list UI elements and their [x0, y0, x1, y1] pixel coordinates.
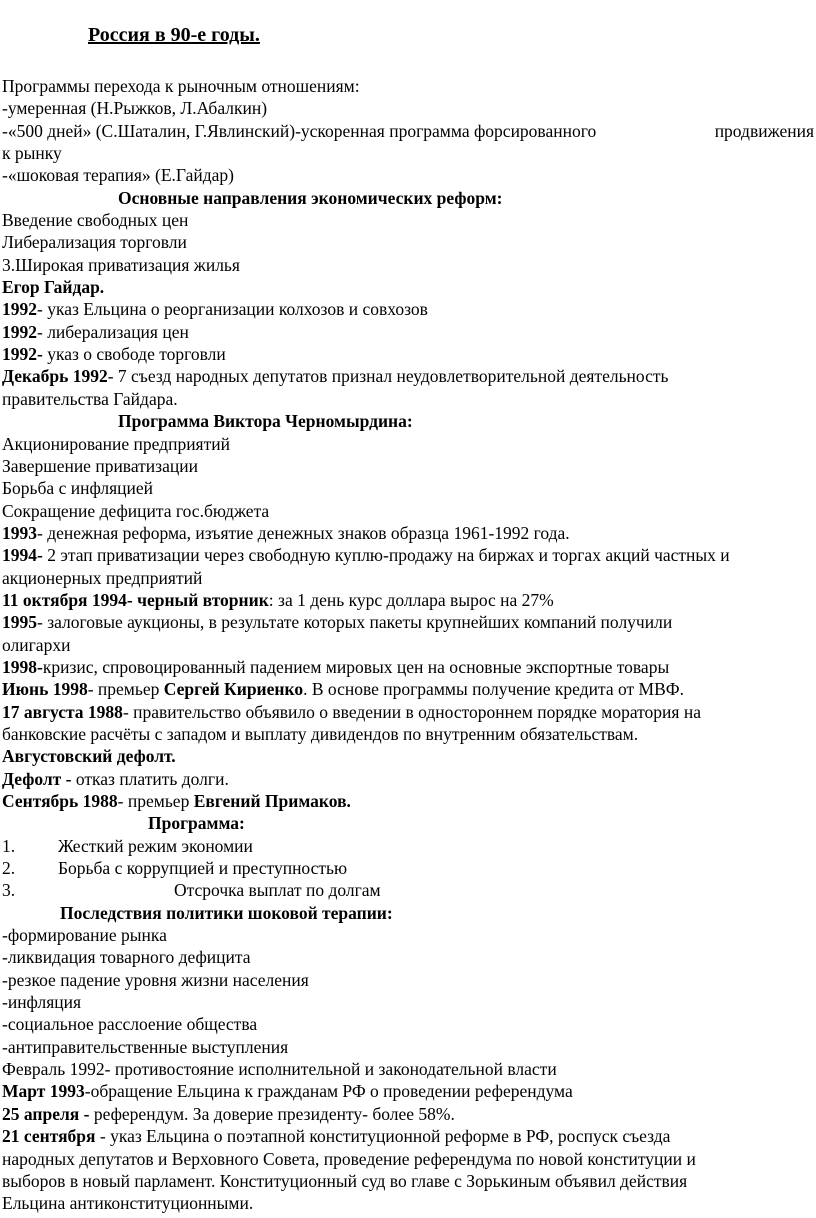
text-span: - правительство объявило о введении в одностороннем порядке моратория на — [122, 701, 701, 722]
text-line: -инфляция — [2, 992, 82, 1013]
text-line — [2, 1103, 814, 1125]
text-line: Акционирование предприятий — [2, 433, 230, 454]
text-span: отказ платить долги. — [75, 768, 229, 789]
text-line: Августовский дефолт. — [2, 746, 176, 767]
text-line — [2, 701, 814, 723]
date-span: 17 августа 1988 — [2, 701, 123, 722]
text-line — [2, 298, 814, 320]
text-line — [2, 589, 814, 611]
list-text: Жесткий режим экономии — [58, 835, 253, 856]
date-span: 1994- — [2, 545, 43, 566]
date-span: 1995 — [2, 612, 37, 633]
text-line — [2, 544, 814, 566]
date-span: 1992 — [2, 321, 37, 342]
text-line — [2, 768, 814, 790]
date-span: Сентябрь 1988 — [2, 791, 118, 811]
text-line: к рынку — [2, 143, 62, 164]
text-span: - премьер — [87, 679, 164, 700]
list-text: Борьба с коррупцией и преступностью — [58, 858, 348, 879]
text-line: -«шоковая терапия» (Е.Гайдар) — [2, 165, 234, 186]
text-line: 3.Широкая приватизация жилья — [2, 254, 240, 275]
section-heading: Программа Виктора Черномырдина: — [118, 411, 413, 432]
text-line: выборов в новый парламент. Конституционный суд во главе с Зорькиным объявил действия — [2, 1170, 688, 1191]
text-line: -антиправительственные выступления — [2, 1036, 289, 1057]
text-span: продвижения — [714, 120, 814, 141]
text-line: правительства Гайдара. — [2, 388, 178, 409]
text-line: Ельцина антиконституционными. — [2, 1193, 254, 1214]
text-line: -резкое падение уровня жизни населения — [2, 969, 309, 990]
text-line — [2, 522, 814, 544]
date-span: 11 октября 1994- черный вторник — [2, 589, 269, 610]
text-line — [2, 365, 814, 387]
text-line: Борьба с инфляцией — [2, 478, 153, 499]
text-line: -социальное расслоение общества — [2, 1014, 258, 1035]
date-span: Декабрь 1992 — [2, 366, 108, 387]
date-span: Март 1993 — [2, 1081, 85, 1102]
list-number: 2. — [2, 858, 16, 879]
list-number: 1. — [2, 835, 16, 856]
text-span: - залоговые аукционы, в результате которых пакеты крупнейших компаний получили — [37, 612, 673, 633]
section-heading: Основные направления экономических реформ: — [118, 187, 503, 208]
term-span: Дефолт - — [2, 768, 76, 789]
section-heading: Программа: — [148, 813, 245, 834]
text-span: -«500 дней» (С.Шаталин, Г.Явлинский)-ускоренная программа форсированного — [2, 120, 597, 141]
text-span: : за 1 день курс доллара вырос на 27% — [268, 589, 554, 610]
text-line: Февраль 1992- противостояние исполнительной и законодательной власти — [2, 1059, 557, 1080]
text-span: указ о свободе торговли — [42, 344, 226, 365]
text-span: кризис, спровоцированный падением мировых цен на основные экспортные товары — [42, 656, 670, 677]
date-span: 1998- — [2, 656, 43, 677]
text-span: - 7 съезд народных депутатов признал неудовлетворительной деятельность — [107, 366, 669, 387]
text-span: 2 этап приватизации через свободную куплю-продажу на биржах и торгах акций частных и — [42, 545, 730, 566]
person-name: Евгений Примаков. — [193, 791, 351, 811]
list-number: 3. — [2, 880, 16, 901]
text-span: - либерализация цен — [37, 321, 189, 342]
text-line: Либерализация торговли — [2, 232, 187, 253]
text-line: -формирование рынка — [2, 925, 167, 946]
text-span: - указ Ельцина о поэтапной конституционной реформе в РФ, роспуск съезда — [95, 1126, 671, 1147]
date-span: 25 апреля - — [2, 1103, 94, 1124]
text-line — [2, 656, 814, 678]
list-text: Отсрочка выплат по долгам — [174, 880, 381, 901]
text-line — [2, 321, 814, 343]
date-span: Июнь 1998 — [2, 679, 88, 700]
text-line: народных депутатов и Верховного Совета, проведение референдума по новой конституции и — [2, 1148, 696, 1169]
text-line: банковские расчёты с западом и выплату дивидендов по внутренним обязательствам. — [2, 723, 639, 744]
text-line: Сокращение дефицита гос.бюджета — [2, 500, 270, 521]
date-span: 1992- — [2, 344, 43, 365]
text-span: - премьер — [117, 791, 194, 811]
page-title: Россия в 90-е годы. — [88, 24, 260, 46]
text-span: -обращение Ельцина к гражданам РФ о проведении референдума — [84, 1081, 573, 1102]
text-line — [2, 611, 814, 633]
list-item — [2, 857, 814, 879]
text-span: . В основе программы получение кредита от МВФ. — [303, 679, 684, 700]
text-span: референдум. За доверие президенту- более 58%. — [93, 1103, 455, 1124]
text-line — [2, 1080, 814, 1102]
text-line: Завершение приватизации — [2, 455, 198, 476]
text-line: акционерных предприятий — [2, 567, 203, 588]
text-line: Егор Гайдар. — [2, 277, 105, 298]
date-span: 1992 — [2, 299, 37, 320]
text-line: олигархи — [2, 634, 71, 655]
text-line: Программы перехода к рыночным отношениям: — [2, 76, 360, 96]
date-span: 1993 — [2, 522, 37, 543]
list-item — [2, 879, 814, 901]
date-span: 21 сентября — [2, 1126, 96, 1147]
document-body — [2, 75, 814, 1215]
section-heading: Последствия политики шоковой терапии: — [60, 902, 393, 923]
person-name: Сергей Кириенко — [163, 679, 304, 700]
text-line: -умеренная (Н.Рыжков, Л.Абалкин) — [2, 98, 268, 119]
text-line — [2, 1125, 814, 1147]
text-line: -ликвидация товарного дефицита — [2, 947, 251, 968]
text-line — [2, 343, 814, 365]
text-span: - указ Ельцина о реорганизации колхозов и совхозов — [37, 299, 428, 320]
text-line — [2, 678, 814, 700]
text-line: Введение свободных цен — [2, 210, 189, 231]
list-item — [2, 835, 814, 857]
text-line — [2, 120, 814, 142]
text-line — [2, 790, 814, 812]
text-span: - денежная реформа, изъятие денежных знаков образца 1961-1992 года. — [37, 522, 570, 543]
